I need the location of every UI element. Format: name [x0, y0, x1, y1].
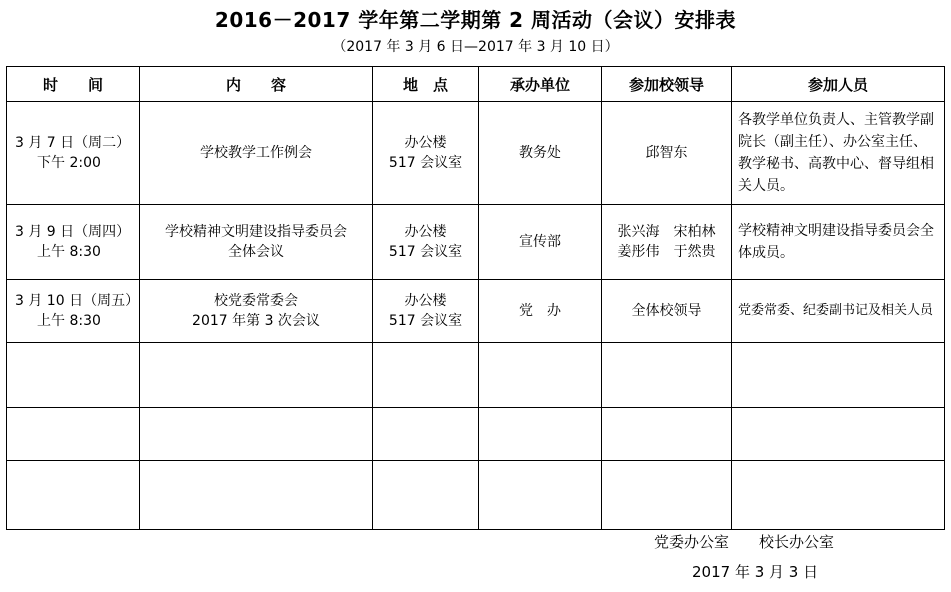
column-header-time: 时 间	[7, 67, 140, 102]
empty-cell	[479, 343, 602, 408]
attendees-cell: 学校精神文明建设指导委员会全体成员。	[732, 205, 945, 280]
empty-cell	[602, 343, 732, 408]
table-row	[7, 102, 945, 205]
empty-cell	[7, 461, 140, 530]
empty-cell	[140, 408, 373, 461]
organizer-cell: 宣传部	[479, 205, 602, 280]
location-room: 517 会议室	[388, 244, 463, 260]
table-row-empty	[7, 461, 945, 530]
leaders-text: 张兴海 宋柏林	[617, 224, 716, 240]
empty-cell	[7, 343, 140, 408]
column-header-location: 地 点	[373, 67, 479, 102]
page-title: 2016－2017 学年第二学期第 2 周活动（会议）安排表	[214, 8, 737, 32]
content-text: 校党委常委会	[214, 293, 298, 309]
leaders-cell	[602, 280, 732, 343]
attendees-cell: 各教学单位负责人、主管教学副院长（副主任）、办公室主任、教学秘书、高教中心、督导组相关人员。	[732, 102, 945, 205]
leaders-cell	[602, 102, 732, 205]
leaders-text: 全体校领导	[631, 303, 702, 319]
location-building: 办公楼	[404, 224, 447, 240]
table-row	[7, 205, 945, 280]
content-text: 2017 年第 3 次会议	[192, 313, 320, 329]
empty-cell	[373, 343, 479, 408]
leaders-text: 邱智东	[645, 145, 688, 161]
empty-cell	[373, 461, 479, 530]
time-date: 3 月 9 日（周四）	[15, 224, 131, 240]
time-date: 3 月 7 日（周二）	[15, 135, 131, 151]
time-clock: 下午 2:00	[37, 155, 101, 171]
location-cell	[373, 280, 479, 343]
table-row-empty	[7, 343, 945, 408]
organizer-cell: 党 办	[479, 280, 602, 343]
content-cell	[140, 102, 373, 205]
attendees-cell: 党委常委、纪委副书记及相关人员	[732, 280, 945, 343]
time-clock: 上午 8:30	[37, 313, 101, 329]
table-header-row	[7, 67, 945, 102]
empty-cell	[479, 408, 602, 461]
time-cell	[7, 280, 140, 343]
schedule-table	[6, 66, 945, 530]
location-cell	[373, 102, 479, 205]
issue-date: 2017 年 3 月 3 日	[692, 563, 819, 581]
column-header-organizer: 承办单位	[479, 67, 602, 102]
leaders-cell	[602, 205, 732, 280]
date-range-subtitle: （2017 年 3 月 6 日—2017 年 3 月 10 日）	[332, 39, 619, 55]
location-building: 办公楼	[404, 293, 447, 309]
table-row-empty	[7, 408, 945, 461]
location-cell	[373, 205, 479, 280]
column-header-leaders: 参加校领导	[602, 67, 732, 102]
empty-cell	[140, 461, 373, 530]
issuing-offices: 党委办公室 校长办公室	[654, 533, 835, 551]
empty-cell	[602, 408, 732, 461]
location-building: 办公楼	[404, 135, 447, 151]
time-clock: 上午 8:30	[37, 244, 101, 260]
empty-cell	[7, 408, 140, 461]
time-cell	[7, 205, 140, 280]
time-date: 3 月 10 日（周五）	[15, 293, 140, 309]
content-text: 全体会议	[228, 244, 284, 260]
empty-cell	[479, 461, 602, 530]
leaders-text: 姜彤伟 于然贵	[617, 244, 716, 260]
column-header-attendees: 参加人员	[732, 67, 945, 102]
table-row	[7, 280, 945, 343]
empty-cell	[140, 343, 373, 408]
empty-cell	[732, 408, 945, 461]
time-cell	[7, 102, 140, 205]
location-room: 517 会议室	[388, 155, 463, 171]
empty-cell	[732, 461, 945, 530]
organizer-cell: 教务处	[479, 102, 602, 205]
empty-cell	[373, 408, 479, 461]
empty-cell	[602, 461, 732, 530]
location-room: 517 会议室	[388, 313, 463, 329]
content-text: 学校教学工作例会	[200, 145, 312, 161]
column-header-content: 内 容	[140, 67, 373, 102]
content-cell	[140, 280, 373, 343]
empty-cell	[732, 343, 945, 408]
content-text: 学校精神文明建设指导委员会	[165, 224, 347, 240]
content-cell	[140, 205, 373, 280]
